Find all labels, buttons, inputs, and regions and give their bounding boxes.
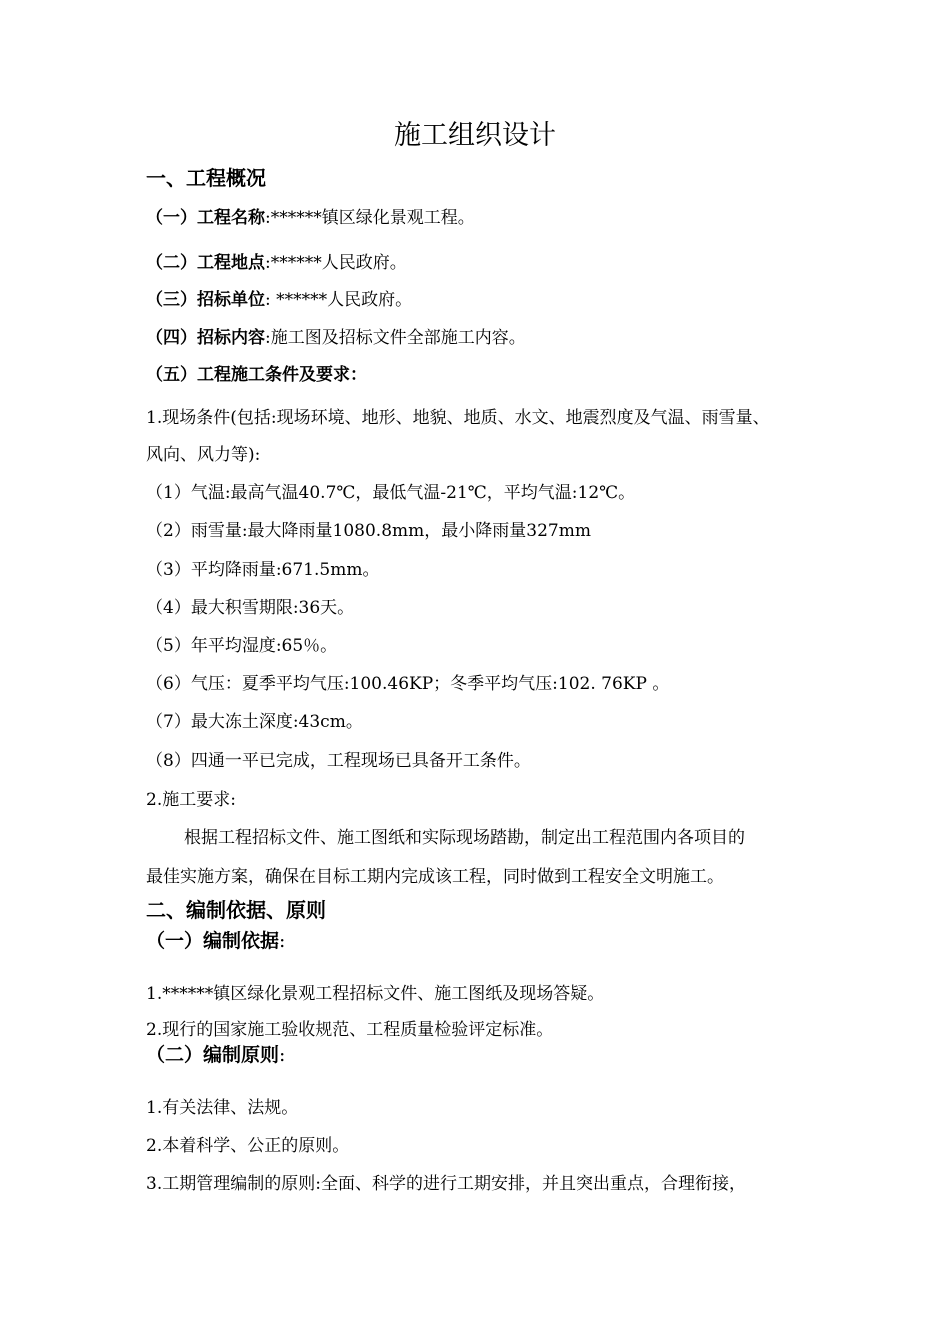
subsection-heading-basis xyxy=(146,929,285,954)
requirements-line-2: 最佳实施方案，确保在目标工期内完成该工程，同时做到工程安全文明施工。 xyxy=(146,867,724,887)
condition-item: （1）气温:最高气温40.7℃，最低气温-21℃，平均气温:12℃。 xyxy=(146,483,636,503)
basis-item: 2.现行的国家施工验收规范、工程质量检验评定标准。 xyxy=(146,1020,554,1040)
subsection-heading-colon: : xyxy=(279,1044,286,1066)
item-bidding-content xyxy=(146,327,526,349)
subsection-heading-colon: : xyxy=(279,930,286,952)
subsection-heading-principles xyxy=(146,1043,285,1068)
condition-item: （3）平均降雨量:671.5mm。 xyxy=(146,560,380,580)
condition-item: （6）气压：夏季平均气压:100.46KP；冬季平均气压:102. 76KP 。 xyxy=(146,674,670,694)
item-value: :******人民政府。 xyxy=(265,253,407,273)
condition-item: （2）雨雪量:最大降雨量1080.8mm，最小降雨量327mm xyxy=(146,521,591,541)
site-conditions-line-2: 风向、风力等): xyxy=(146,445,261,465)
principle-item: 1.有关法律、法规。 xyxy=(146,1098,299,1118)
condition-item: （7）最大冻土深度:43cm。 xyxy=(146,712,363,732)
site-conditions-line-1: 1.现场条件(包括:现场环境、地形、地貌、地质、水文、地震烈度及气温、雨雪量、 xyxy=(146,408,770,428)
basis-item: 1.******镇区绿化景观工程招标文件、施工图纸及现场答疑。 xyxy=(146,984,605,1004)
item-project-location xyxy=(146,252,407,274)
item-bidding-unit xyxy=(146,289,412,311)
item-value: : ******人民政府。 xyxy=(265,290,413,310)
item-label: （四）招标内容 xyxy=(146,328,265,348)
item-label: （一）工程名称 xyxy=(146,208,265,228)
item-value: :******镇区绿化景观工程。 xyxy=(265,208,475,228)
document-title: 施工组织设计 xyxy=(394,120,556,151)
item-label: （三）招标单位 xyxy=(146,290,265,310)
requirements-heading: 2.施工要求: xyxy=(146,790,236,810)
subsection-heading-text: （一）编制依据 xyxy=(146,930,280,952)
item-label: （五）工程施工条件及要求： xyxy=(146,365,367,385)
subsection-heading-text: （二）编制原则 xyxy=(146,1044,280,1066)
condition-item: （8）四通一平已完成，工程现场已具备开工条件。 xyxy=(146,751,531,771)
section-heading-overview: 一、工程概况 xyxy=(146,166,266,190)
item-value: :施工图及招标文件全部施工内容。 xyxy=(265,328,526,348)
condition-item: （5）年平均湿度:65％。 xyxy=(146,636,338,656)
principle-item: 3.工期管理编制的原则:全面、科学的进行工期安排，并且突出重点，合理衔接， xyxy=(146,1174,746,1194)
requirements-line-1: 根据工程招标文件、施工图纸和实际现场踏勘，制定出工程范围内各项目的 xyxy=(184,828,745,848)
item-construction-conditions xyxy=(146,364,367,386)
section-heading-basis-principles: 二、编制依据、原则 xyxy=(146,898,326,922)
principle-item: 2.本着科学、公正的原则。 xyxy=(146,1136,350,1156)
item-label: （二）工程地点 xyxy=(146,253,265,273)
condition-item: （4）最大积雪期限:36天。 xyxy=(146,598,355,618)
item-project-name xyxy=(146,207,475,229)
